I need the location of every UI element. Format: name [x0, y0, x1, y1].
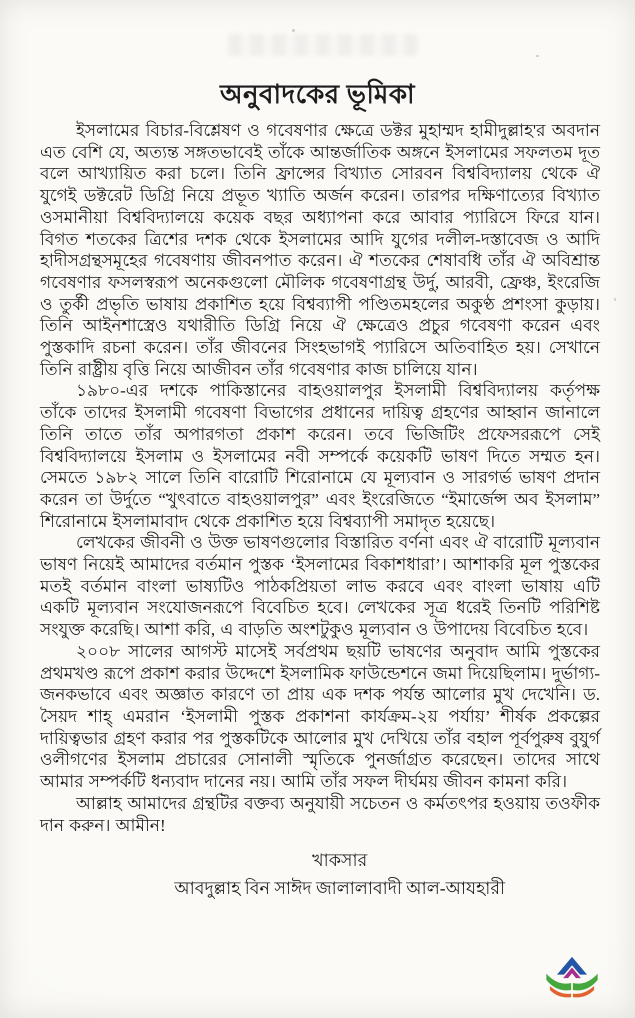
paragraph-2: ১৯৮০-এর দশকে পাকিস্তানের বাহওয়ালপুর ইসলামী বিশ্ববিদ্যালয় কর্তৃপক্ষ তাঁকে তাদের ইসলামী গবেষণা বিভাগের প্রধানের দায়িত্ব গ্রহণের আহ্বান জানালে তিনি তাতে তাঁর অপারগতা প্রকাশ করেন। তবে ভিজিটিং প্রফেসররূপে সেই বিশ্ববিদ্যালয়ে ইসলাম ও ইসলামের নবী সম্পর্কে কয়েকটি ভাষণ দিতে সম্মত হন। সেমতে ১৯৮২ সালে তিনি বারোটি শিরোনামে যে মূল্যবান ও সারগর্ভ ভাষণ প্রদান করেন তা উর্দুতে “খুৎবাতে বাহওয়ালপুর” এবং ইংরেজিতে “ইমার্জেন্স অব ইসলাম” শিরোনামে ইসলামাবাদ থেকে প্রকাশিত হয়ে বিশ্বব্যাপী সমাদৃত হয়েছে। [40, 381, 600, 531]
scan-speck [536, 55, 539, 57]
scan-speck [292, 29, 295, 32]
paragraph-5: আল্লাহ আমাদের গ্রন্থটির বক্তব্য অনুযায়ী সচেতন ও কর্মতৎপর হওয়ায় তওফীক দান করুন। আমীন! [40, 793, 600, 835]
paragraph-1: ইসলামের বিচার-বিশ্লেষণ ও গবেষণার ক্ষেত্রে ডক্টর মুহাম্মদ হামীদুল্লাহ'র অবদান এত বেশি যে, অত্যন্ত সঙ্গতভাবেই তাঁকে আন্তর্জাতিক অঙ্গনে ইসলামের সফলতম দূত বলে আখ্যায়িত করা চলে। তিনি ফ্রান্সের বিখ্যাত সোরবন বিশ্ববিদ্যালয় থেকে ঐ যুগেই ডক্টরেট ডিগ্রি নিয়ে প্রভূত খ্যাতি অর্জন করেন। তারপর দক্ষিণাত্যের বিখ্যাত ওসমানীয়া বিশ্ববিদ্যালয়ে কয়েক বছর অধ্যাপনা করে আবার প্যারিসে ফিরে যান। বিগত শতকের ত্রিশের দশক থেকে ইসলামের আদি যুগের দলীল-দস্তাবেজ ও আদি হাদীসগ্রন্থসমূহের গবেষণায় জীবনপাত করেন। ঐ শতকের শেষাবধি তাঁর ঐ অবিশ্রান্ত গবেষণার ফসলস্বরূপ অনেকগুলো মৌলিক গবেষণাগ্রন্থ উর্দু, আরবী, ফ্রেঞ্চ, ইংরেজি ও তুর্কী প্রভৃতি ভাষায় প্রকাশিত হয়ে বিশ্বব্যাপী পণ্ডিতমহলের অকুণ্ঠ প্রশংসা কুড়ায়। তিনি আইনশাস্ত্রেও যথারীতি ডিগ্রি নিয়ে ঐ ক্ষেত্রেও প্রচুর গবেষণা করেন এবং পুস্তকাদি রচনা করেন। তাঁর জীবনের সিংহভাগই প্যারিসে অতিবাহিত হয়। সেখানে তিনি রাষ্ট্রীয় বৃত্তি নিয়ে আজীবন তাঁর গবেষণার কাজ চালিয়ে যান। [40, 121, 600, 379]
publisher-open-book-logo [545, 956, 599, 1002]
signature-name: আবদুল্লাহ বিন সাঈদ জালালাবাদী আল-আযহারী [174, 878, 505, 899]
body-text-block [0, 114, 635, 902]
signature-salutation: খাকসার [312, 850, 368, 871]
page-title: অনুবাদকের ভূমিকা [219, 80, 416, 109]
scan-speck [614, 298, 616, 301]
paragraph-4: ২০০৮ সালের আগস্ট মাসেই সর্বপ্রথম ছয়টি ভাষণের অনুবাদ আমি পুস্তকের প্রথমখণ্ড রূপে প্রকাশ করার উদ্দেশে ইসলামিক ফাউন্ডেশনে জমা দিয়েছিলাম। দুর্ভাগ্য-জনকভাবে এবং অজ্ঞাত কারণে তা প্রায় এক দশক পর্যন্ত আলোর মুখ দেখেনি। ড. সৈয়দ শাহ্‌ এমরান ‘ইসলামী পুস্তক প্রকাশনা কার্যক্রম-২য় পর্যায়’ শীর্ষক প্রকল্পের দায়িত্বভার গ্রহণ করার পর পুস্তকটিকে আলোর মুখ দেখিয়ে তাঁর বহাল পূর্বপুরুষ বুযুর্গ ওলীগণের ইসলাম প্রচারের সোনালী স্মৃতিকে পুনর্জাগ্রত করেছেন। তাদের সাথে আমার সম্পর্কটি ধন্যবাদ দানের নয়। আমি তাঁর সফল দীর্ঘময় জীবন কামনা করি। [40, 641, 601, 792]
print-bleed-artifact [228, 34, 418, 56]
paragraph-3: লেখকের জীবনী ও উক্ত ভাষণগুলোর বিস্তারিত বর্ণনা এবং ঐ বারোটি মূল্যবান ভাষণ নিয়েই আমাদের বর্তমান পুস্তক ‘ইসলামের বিকাশধারা’। আশাকরি মূল পুস্তকের মতই বর্তমান বাংলা ভাষ্যটিও পাঠকপ্রিয়তা লাভ করবে এবং বাংলা ভাষায় এটি একটি মূল্যবান সংযোজনরূপে বিবেচিত হবে। লেখকের সূত্র ধরেই তিনটি পরিশিষ্ট সংযুক্ত করেছি। আশা করি, এ বাড়তি অংশটুকুও মূল্যবান ও উপাদেয় বিবেচিত হবে। [40, 533, 600, 640]
signature-block [174, 846, 505, 902]
